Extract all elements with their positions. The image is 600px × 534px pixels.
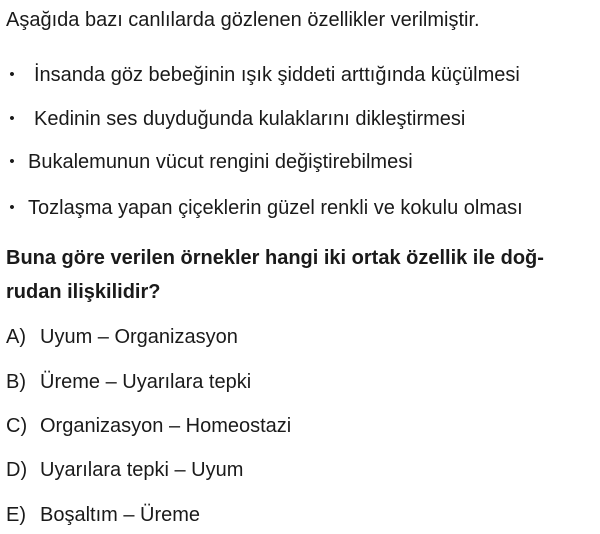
list-item-text: İnsanda göz bebeğinin ışık şiddeti arttığında küçülmesi	[34, 64, 520, 86]
bullet-icon: •	[9, 199, 15, 216]
bullet-icon: •	[9, 110, 15, 127]
option-text: Üreme – Uyarılara tepki	[40, 371, 252, 393]
option-text: Uyarılara tepki – Uyum	[40, 459, 244, 481]
option-text: Boşaltım – Üreme	[40, 504, 201, 526]
bullet-icon: •	[9, 153, 15, 170]
bullet-icon: •	[9, 66, 15, 83]
question-stem	[6, 241, 596, 309]
list-item-text: Tozlaşma yapan çiçeklerin güzel renkli ve kokulu olması	[28, 197, 523, 219]
list-item-text: Kedinin ses duyduğunda kulaklarını dikleştirmesi	[34, 108, 466, 130]
list-item-text: Bukalemunun vücut rengini değiştirebilmesi	[28, 151, 413, 173]
option-letter: D)	[6, 459, 28, 481]
question-line-2: rudan ilişkilidir?	[6, 281, 161, 303]
question-line-1: Buna göre verilen örnekler hangi iki ortak özellik ile doğ-	[6, 247, 544, 269]
option-text: Uyum – Organizasyon	[40, 326, 238, 348]
option-letter: C)	[6, 415, 28, 437]
option-letter: E)	[6, 504, 26, 526]
option-text: Organizasyon – Homeostazi	[40, 415, 292, 437]
option-letter: A)	[6, 326, 26, 348]
option-letter: B)	[6, 371, 26, 393]
intro-text: Aşağıda bazı canlılarda gözlenen özellikler verilmiştir.	[6, 9, 480, 31]
